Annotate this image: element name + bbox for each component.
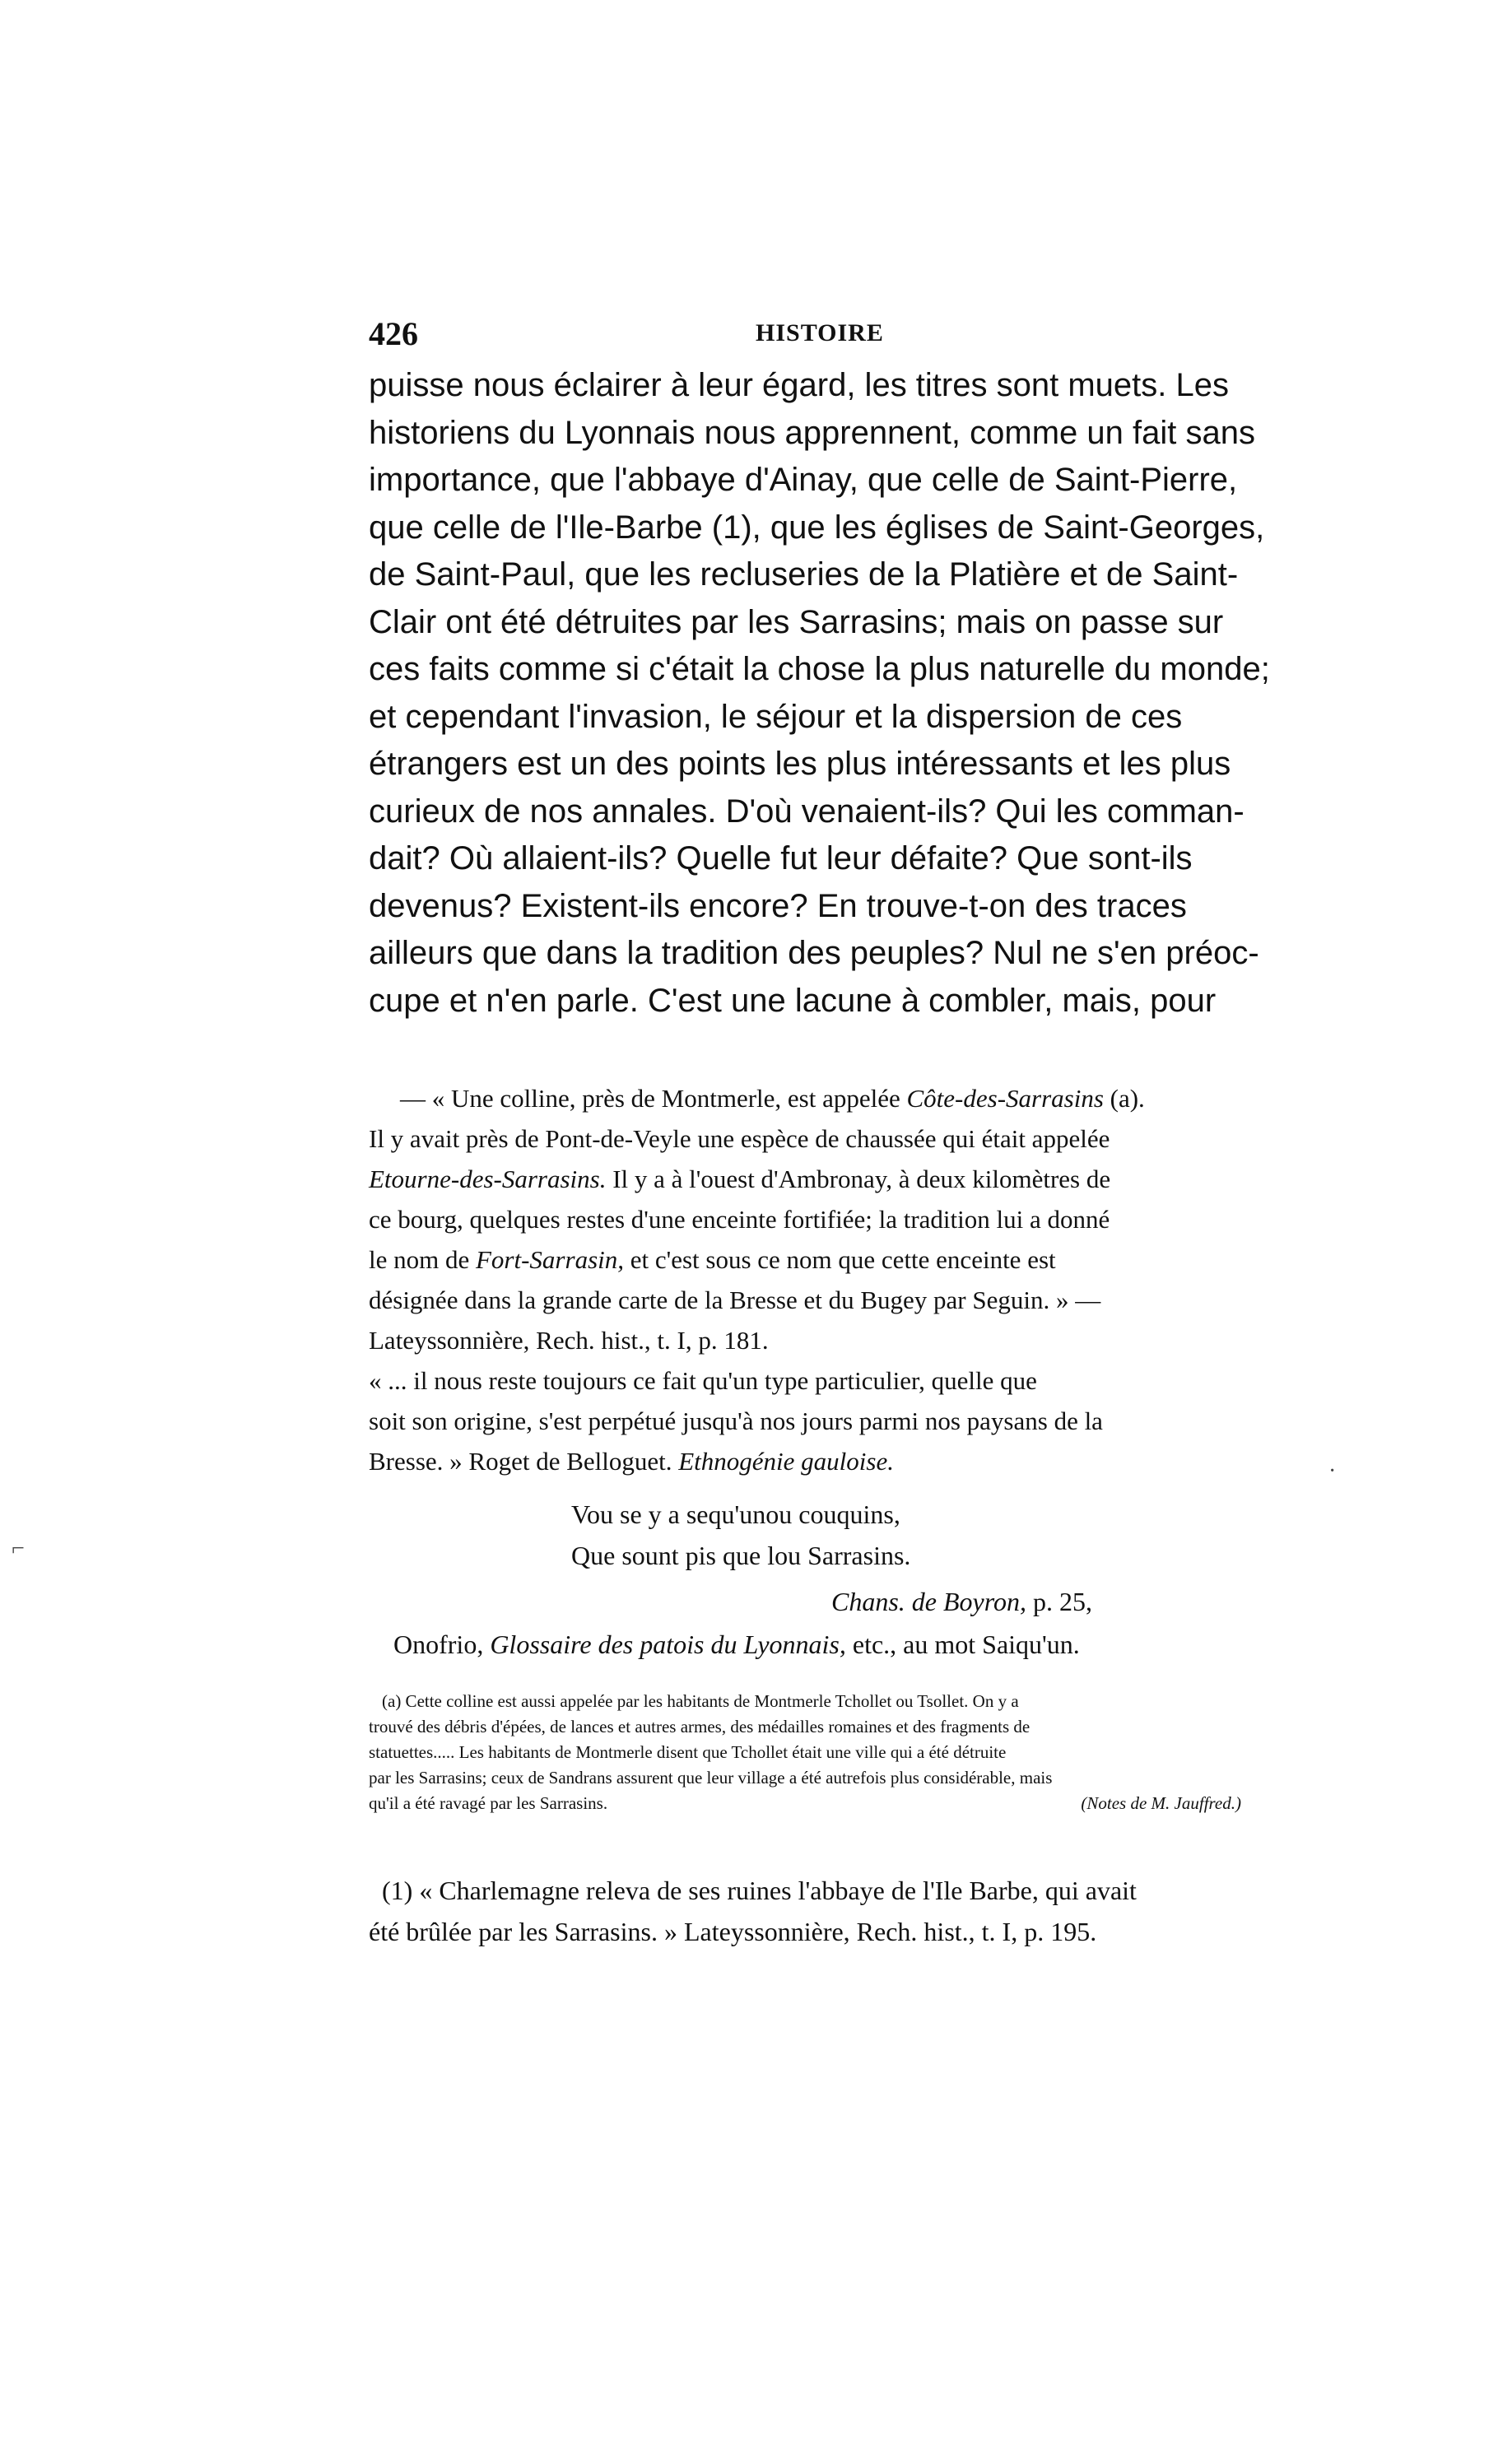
citation-author: Onofrio, — [393, 1629, 491, 1659]
note-text: ce bourg, quelques restes d'une enceinte fortifiée; la tradition lui a donné — [369, 1205, 1110, 1234]
running-head: HISTOIRE — [756, 319, 884, 346]
print-speck: · — [1328, 1458, 1337, 1484]
page-header — [369, 314, 1258, 364]
footnote-line: été brûlée par les Sarrasins. » Lateyssonnière, Rech. hist., t. I, p. 195. — [369, 1917, 1097, 1946]
main-text — [369, 362, 1270, 1025]
glossary-citation — [393, 1629, 1080, 1660]
note-text: Il y avait près de Pont-de-Veyle une espèce de chaussée qui était appelée — [369, 1124, 1110, 1153]
footnote-1 — [369, 1870, 1258, 1952]
note-text: — « Une colline, près de Montmerle, est appelée — [400, 1084, 907, 1113]
note-ref: (a). — [1103, 1084, 1145, 1113]
note-text: Lateyssonnière, Rech. hist., t. I, p. 181. — [369, 1326, 769, 1355]
main-text-line: cupe et n'en parle. C'est une lacune à combler, mais, pour — [369, 982, 1217, 1019]
footnote-a — [369, 1689, 1258, 1816]
footnote-line: par les Sarrasins; ceux de Sandrans assurent que leur village a été autrefois plus considérable, mais — [369, 1768, 1053, 1788]
main-text-line: Clair ont été détruites par les Sarrasins; mais on passe sur — [369, 603, 1224, 640]
main-text-line: de Saint-Paul, que les recluseries de la Platière et de Saint- — [369, 556, 1239, 593]
footnote-line: trouvé des débris d'épées, de lances et autres armes, des médailles romaines et des fragments de — [369, 1717, 1030, 1736]
footnote-line: (a) Cette colline est aussi appelée par les habitants de Montmerle Tchollet ou Tsollet. On y a — [382, 1691, 1019, 1711]
patois-verse — [571, 1494, 910, 1576]
note-text: « ... il nous reste toujours ce fait qu'un type particulier, quelle que — [369, 1366, 1037, 1395]
footnote-line: statuettes..... Les habitants de Montmerle disent que Tchollet était une ville qui a été détruite — [369, 1742, 1007, 1762]
verse-attribution — [831, 1587, 1092, 1617]
note-text: Il y a à l'ouest d'Ambronay, à deux kilomètres de — [606, 1165, 1111, 1193]
main-text-line: devenus? Existent-ils encore? En trouve-t-on des traces — [369, 887, 1187, 924]
verse-line: Que sount pis que lou Sarrasins. — [571, 1541, 911, 1570]
work-title: Ethnogénie gauloise. — [678, 1447, 894, 1476]
citation-title: Glossaire des patois du Lyonnais, — [490, 1629, 846, 1659]
margin-mark: ⌐ — [12, 1536, 25, 1561]
footnote-source: (Notes de M. Jauffred.) — [1081, 1793, 1241, 1813]
main-text-line: ces faits comme si c'était la chose la plus naturelle du monde; — [369, 651, 1270, 687]
note-text: et c'est sous ce nom que cette enceinte est — [624, 1245, 1056, 1274]
note-montmerle — [369, 1078, 1258, 1360]
song-page: p. 25, — [1026, 1587, 1093, 1616]
main-text-line: dait? Où allaient-ils? Quelle fut leur défaite? Que sont-ils — [369, 840, 1193, 876]
main-text-line: curieux de nos annales. D'où venaient-ils? Qui les comman- — [369, 793, 1244, 830]
note-text: soit son origine, s'est perpétué jusqu'à nos jours parmi nos paysans de la — [369, 1406, 1103, 1435]
note-text: Bresse. » Roget de Belloguet. — [369, 1447, 679, 1476]
main-text-line: importance, que l'abbaye d'Ainay, que celle de Saint-Pierre, — [369, 462, 1238, 498]
page-number: 426 — [369, 315, 418, 352]
note-text: désignée dans la grande carte de la Bresse et du Bugey par Seguin. » — — [369, 1285, 1101, 1314]
footnote-line: (1) « Charlemagne releva de ses ruines l'abbaye de l'Ile Barbe, qui avait — [382, 1876, 1137, 1905]
footnote-line: qu'il a été ravagé par les Sarrasins. — [369, 1793, 608, 1813]
main-text-line: que celle de l'Ile-Barbe (1), que les églises de Saint-Georges, — [369, 509, 1265, 546]
main-text-line: ailleurs que dans la tradition des peuples? Nul ne s'en préoc- — [369, 935, 1259, 971]
verse-line: Vou se y a sequ'unou couquins, — [571, 1499, 900, 1529]
place-name: Fort-Sarrasin, — [476, 1245, 624, 1274]
citation-rest: etc., au mot Saiqu'un. — [845, 1629, 1080, 1659]
main-text-line: historiens du Lyonnais nous apprennent, comme un fait sans — [369, 414, 1255, 451]
place-name: Côte-des-Sarrasins — [906, 1084, 1104, 1113]
note-text: le nom de — [369, 1245, 476, 1274]
song-title: Chans. de Boyron, — [831, 1587, 1027, 1616]
main-text-line: étrangers est un des points les plus intéressants et les plus — [369, 746, 1231, 782]
note-belloguet — [369, 1360, 1258, 1481]
main-text-line: et cependant l'invasion, le séjour et la dispersion de ces — [369, 698, 1183, 735]
main-text-line: puisse nous éclairer à leur égard, les titres sont muets. Les — [369, 367, 1229, 403]
place-name: Etourne-des-Sarrasins. — [369, 1165, 607, 1193]
